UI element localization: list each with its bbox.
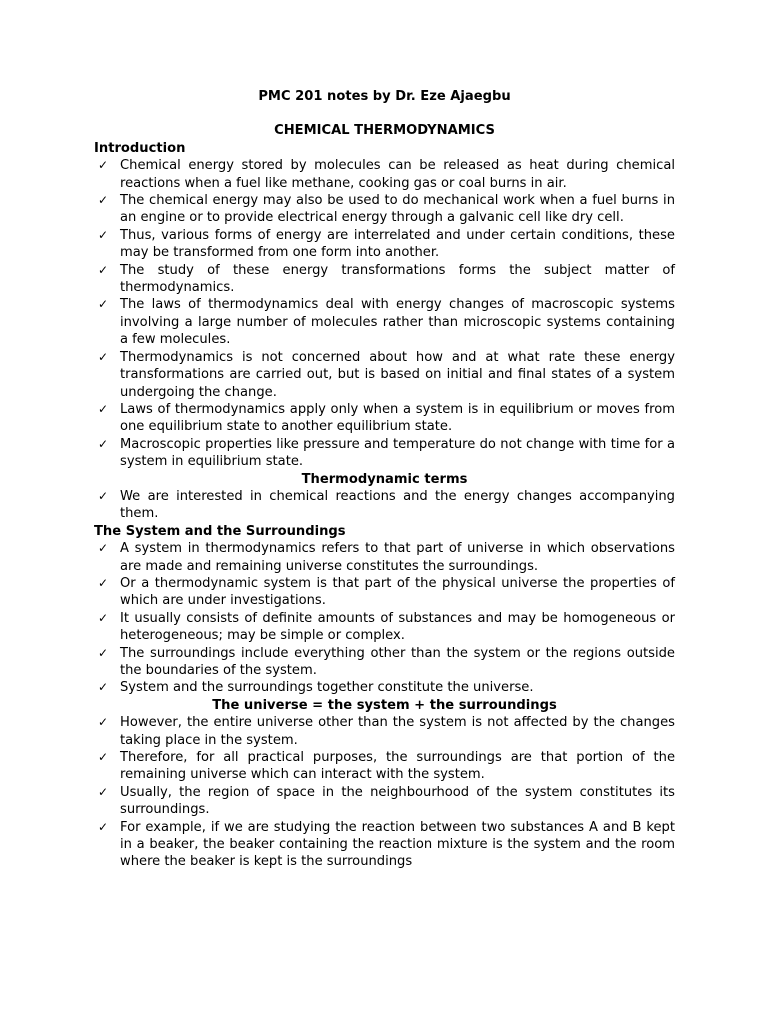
system-surroundings-heading: The System and the Surroundings [94,523,346,539]
check-icon: ✓ [98,750,109,765]
list-item-text: Laws of thermodynamics apply only when a system is in equilibrium or moves from one equilibrium state to another equilibrium state. [120,401,675,435]
list-item-text: The chemical energy may also be used to do mechanical work when a fuel burns in an engine or to provide electrical energy through a galvanic cell like dry cell. [120,193,675,226]
list-item-text: The surroundings include everything other than the system or the regions outside the boundaries of the system. [120,645,675,678]
list-item [94,679,675,696]
check-icon: ✓ [98,349,109,364]
check-icon: ✓ [98,227,109,242]
introduction-heading: Introduction [94,140,186,156]
list-item-text: Thus, various forms of energy are interrelated and under certain conditions, these may be transformed from one form into another. [120,227,675,261]
universe-list [94,714,675,871]
universe-equation-heading: The universe = the system + the surroundings [212,697,557,713]
document-title: PMC 201 notes by Dr. Eze Ajaegbu [258,89,511,104]
list-item [94,610,675,645]
check-icon: ✓ [98,541,109,556]
list-item [94,714,675,749]
list-item [94,227,675,262]
list-item [94,575,675,610]
check-icon: ✓ [98,262,109,277]
list-item [94,540,675,575]
list-item-text: Therefore, for all practical purposes, the surroundings are that portion of the remaining universe which can interact with the system. [120,750,675,783]
main-title: CHEMICAL THERMODYNAMICS [274,123,495,139]
list-item [94,296,675,348]
check-icon: ✓ [98,401,109,416]
list-item-text: We are interested in chemical reactions and the energy changes accompanying them. [120,488,675,522]
check-icon: ✓ [98,575,109,590]
list-item-text: A system in thermodynamics refers to that part of universe in which observations are made and remaining universe constitutes the surroundings. [120,541,675,574]
list-item-text: Thermodynamics is not concerned about how and at what rate these energy transformations are carried out, but is based on initial and final states of a system undergoing the change. [120,349,675,400]
check-icon: ✓ [98,488,109,503]
list-item-text: Or a thermodynamic system is that part of the physical universe the properties of which are under investigations. [120,575,675,609]
check-icon: ✓ [98,158,109,173]
thermodynamic-terms-list [94,488,675,523]
list-item-text: However, the entire universe other than the system is not affected by the changes taking place in the system. [120,715,675,748]
introduction-list [94,157,675,470]
list-item [94,819,675,871]
list-item [94,262,675,297]
list-item [94,749,675,784]
list-item [94,157,675,192]
list-item-text: Macroscopic properties like pressure and temperature do not change with time for a system in equilibrium state. [120,436,675,470]
list-item [94,645,675,680]
list-item-text: Usually, the region of space in the neighbourhood of the system constitutes its surroundings. [120,784,675,818]
check-icon: ✓ [98,610,109,625]
list-item-text: Chemical energy stored by molecules can be released as heat during chemical reactions when a fuel like methane, cooking gas or coal burns in air. [120,158,675,191]
list-item-text: It usually consists of definite amounts of substances and may be homogeneous or heterogeneous; may be simple or complex. [120,610,675,644]
list-item-text: For example, if we are studying the reaction between two substances A and B kept in a beaker, the beaker containing the reaction mixture is the system and the room where the beaker is kept is the surroundings [120,819,675,870]
list-item [94,784,675,819]
system-surroundings-list [94,540,675,697]
document-page [94,88,675,871]
check-icon: ✓ [98,645,109,660]
check-icon: ✓ [98,193,109,208]
list-item [94,436,675,471]
list-item [94,349,675,401]
list-item [94,192,675,227]
check-icon: ✓ [98,436,109,451]
list-item-text: The study of these energy transformations forms the subject matter of thermodynamics. [120,262,675,296]
check-icon: ✓ [98,297,109,312]
list-item [94,401,675,436]
thermodynamic-terms-heading: Thermodynamic terms [301,471,468,487]
check-icon: ✓ [98,715,109,730]
check-icon: ✓ [98,819,109,834]
list-item-text: The laws of thermodynamics deal with energy changes of macroscopic systems involving a large number of molecules rather than microscopic systems containing a few molecules. [120,297,675,348]
list-item [94,488,675,523]
check-icon: ✓ [98,784,109,799]
check-icon: ✓ [98,680,109,695]
list-item-text: System and the surroundings together constitute the universe. [120,680,534,696]
